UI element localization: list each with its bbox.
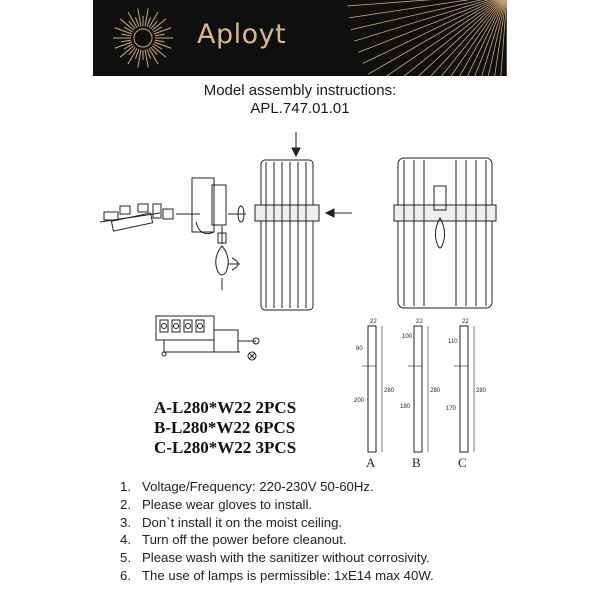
lamp-front-view (394, 158, 496, 308)
instruction-item: 2. Please wear gloves to install. (120, 496, 313, 512)
rod-letter-label: B (412, 455, 421, 470)
instruction-item: 3. Don`t install it on the moist ceiling. (120, 514, 343, 530)
wiring-diagram (156, 316, 259, 360)
rod-top-dimension: 22 (416, 319, 423, 325)
parts-list (154, 398, 296, 458)
instruction-item: 4. Turn off the power before cleanout. (120, 532, 347, 548)
rod-part-a (354, 319, 395, 470)
part-b-label: B-L280*W22 6PCS (154, 418, 296, 437)
rod-top-dimension: 22 (462, 319, 469, 325)
rod-part-c (446, 319, 487, 470)
lamp-side-view (255, 132, 352, 310)
rod-part-diagrams (354, 319, 487, 470)
model-number: APL.747.01.01 (250, 100, 350, 117)
instructions-title: Model assembly instructions: (203, 82, 397, 99)
rod-upper-dimension: 80 (356, 346, 363, 352)
rod-lower-dimension: 170 (446, 406, 457, 412)
instruction-item: 6. The use of lamps is permissible: 1xE14 max 40W. (120, 567, 434, 583)
rod-letter-label: C (458, 455, 467, 470)
rod-lower-dimension: 200 (354, 398, 365, 404)
rod-top-dimension: 22 (370, 319, 377, 325)
bulb-drawing (216, 246, 240, 290)
rod-upper-dimension: 100 (402, 334, 413, 340)
part-c-label: C-L280*W22 3PCS (154, 438, 297, 457)
instruction-item: 1. Voltage/Frequency: 220-230V 50-60Hz. (120, 479, 374, 494)
rod-total-dimension: 280 (476, 388, 487, 394)
rod-total-dimension: 280 (384, 388, 395, 394)
instruction-item: 5. Please wash with the sanitizer without corrosivity. (120, 550, 430, 566)
part-a-label: A-L280*W22 2PCS (154, 398, 297, 417)
instructions-list (120, 478, 560, 585)
brand-name: Aployt (197, 19, 287, 50)
rod-upper-dimension: 110 (448, 339, 458, 345)
rod-letter-label: A (366, 455, 376, 470)
rod-part-b (400, 319, 441, 470)
mounting-bracket-drawing (100, 178, 246, 244)
rod-total-dimension: 280 (430, 388, 441, 394)
rod-lower-dimension: 180 (400, 404, 411, 410)
